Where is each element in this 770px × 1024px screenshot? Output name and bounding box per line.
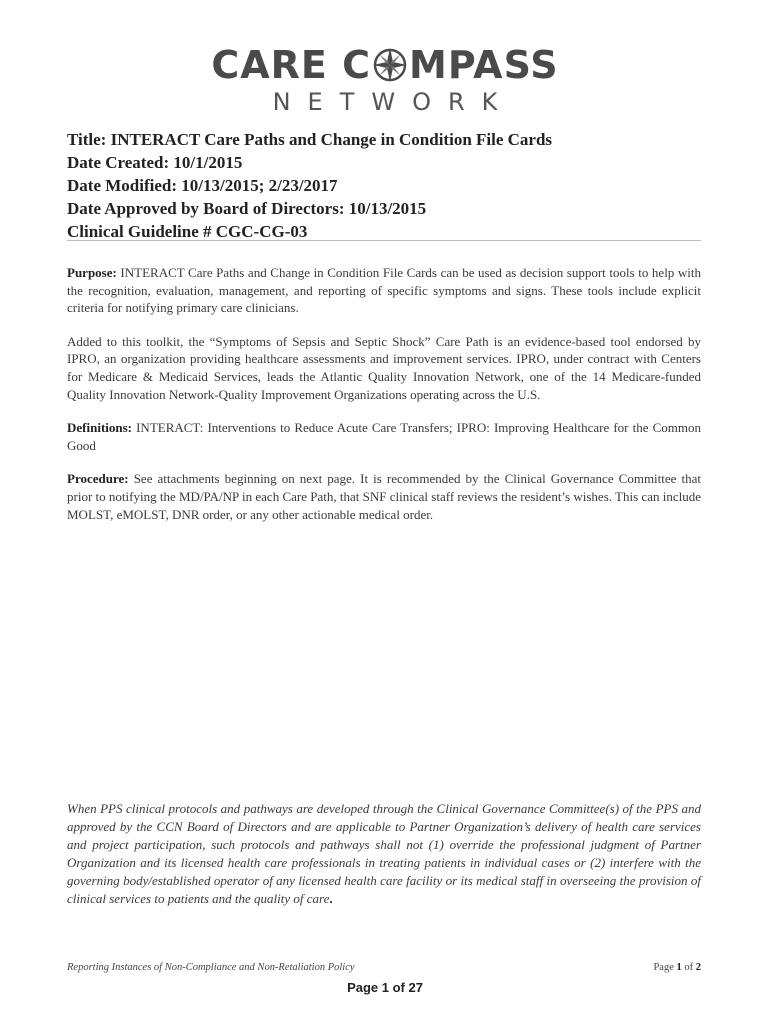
disclaimer-paragraph: [67, 800, 701, 908]
date-created: Date Created: 10/1/2015: [67, 153, 243, 172]
logo-word-care: CARE C: [211, 43, 371, 87]
definitions-label: Definitions:: [67, 420, 132, 436]
purpose-text: INTERACT Care Paths and Change in Condition File Cards can be used as decision support tools to help with the recognition, evaluation, management, and reporting of specific symptoms and signs. These tools include explicit criteria for notifying primary care clinicians.: [67, 265, 701, 316]
footer-policy-name: Reporting Instances of Non-Compliance and Non-Retaliation Policy: [67, 962, 355, 973]
procedure-label: Procedure:: [67, 471, 129, 487]
care-compass-logo: [0, 44, 770, 116]
procedure-text: See attachments beginning on next page. It is recommended by the Clinical Governance Committee that prior to notifying the MD/PA/NP in each Care Path, that SNF clinical staff reviews the resident’s wishes. This can include MOLST, eMOLST, DNR order, or any other actionable medical order.: [67, 471, 701, 522]
footer-page-prefix: Page: [653, 962, 677, 973]
header-divider: [67, 240, 701, 241]
added-paragraph: [67, 333, 701, 403]
footer-page-count: [653, 962, 701, 973]
document-body: [67, 264, 701, 539]
disclaimer-text: When PPS clinical protocols and pathways are developed through the Clinical Governance Committee(s) of the PPS and approved by the CCN Board of Directors and are applicable to Partner Organization’s delivery of health care services and project participation, such protocols and pathways shall not (1) override the professional judgment of Partner Organization and its licensed health care professionals in treating patients in individual cases or (2) interfere with the governing body/established operator of any licensed health care facility or its medical staff in overseeing the provision of clinical services to patients and the quality of care: [67, 801, 701, 906]
document-header: [67, 128, 707, 243]
added-text: Added to this toolkit, the “Symptoms of Sepsis and Septic Shock” Care Path is an evidence-based tool endorsed by IPRO, an organization providing healthcare assessments and improvement services. IPRO, under contract with Centers for Medicare & Medicaid Services, leads the Atlantic Quality Innovation Network, one of the 14 Medicare-funded Quality Innovation Network-Quality Improvement Organizations operating across the U.S.: [67, 333, 701, 402]
purpose-paragraph: [67, 264, 701, 317]
footer-page-mid: of: [681, 962, 696, 973]
definitions-text: INTERACT: Interventions to Reduce Acute Care Transfers; IPRO: Improving Healthcare for the Common Good: [67, 420, 701, 453]
logo-subtitle: NETWORK: [272, 88, 515, 116]
guideline-number: Clinical Guideline # CGC-CG-03: [67, 222, 308, 241]
logo-wordmark: [211, 44, 558, 86]
compass-rose-icon: [372, 47, 408, 83]
definitions-paragraph: [67, 419, 701, 454]
logo-word-mpass: MPASS: [409, 43, 559, 87]
footer-page-current: 1: [676, 962, 682, 973]
date-approved: Date Approved by Board of Directors: 10/13/2015: [67, 199, 427, 218]
page-number: Page 1 of 27: [347, 980, 423, 995]
footer-page-total: 2: [695, 962, 701, 973]
document-title: Title: INTERACT Care Paths and Change in Condition File Cards: [67, 130, 553, 149]
disclaimer-period: .: [329, 891, 333, 906]
date-modified: Date Modified: 10/13/2015; 2/23/2017: [67, 176, 338, 195]
purpose-label: Purpose:: [67, 265, 117, 280]
procedure-paragraph: [67, 470, 701, 523]
